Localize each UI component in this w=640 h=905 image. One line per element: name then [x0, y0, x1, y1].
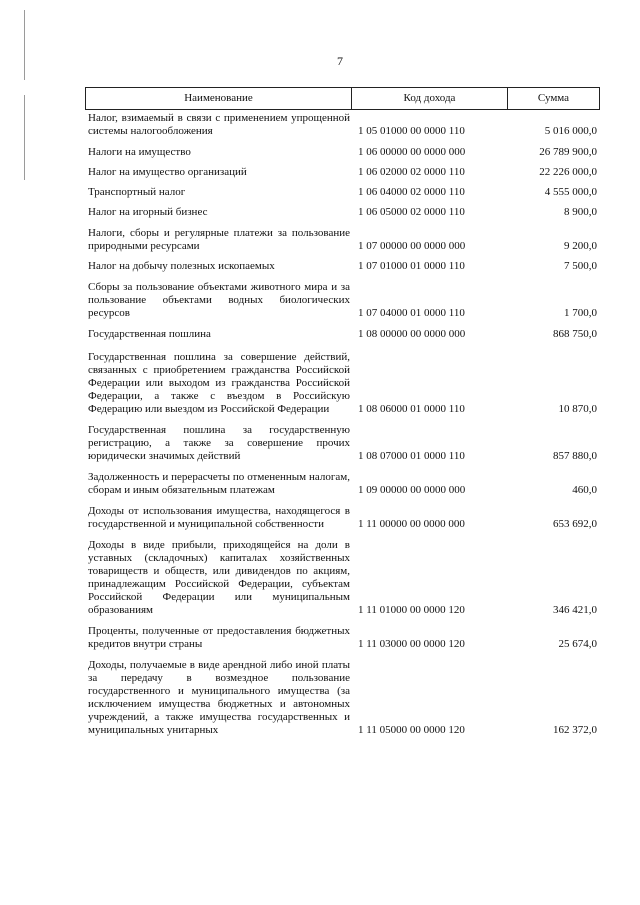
table-row — [85, 625, 600, 651]
row-code: 1 07 00000 00 0000 000 — [358, 240, 466, 252]
row-sum: 346 421,0 — [553, 604, 597, 616]
row-code: 1 05 01000 00 0000 110 — [358, 125, 465, 137]
table-row — [85, 424, 600, 463]
row-sum: 4 555 000,0 — [544, 186, 597, 198]
row-code: 1 07 04000 01 0000 110 — [358, 307, 465, 319]
row-name: Налоги, сборы и регулярные платежи за пользование природными ресурсами — [88, 227, 350, 252]
row-name: Сборы за пользование объектами животного мира и за пользование объектами водных биологических ресурсов — [88, 281, 350, 319]
row-sum: 9 200,0 — [564, 240, 597, 252]
row-sum: 25 674,0 — [558, 638, 597, 650]
revenue-table — [85, 87, 600, 737]
table-row — [85, 539, 600, 617]
row-sum: 7 500,0 — [564, 260, 597, 272]
row-code: 1 06 05000 02 0000 110 — [358, 206, 465, 218]
row-code: 1 11 03000 00 0000 120 — [358, 638, 465, 650]
row-code: 1 06 00000 00 0000 000 — [358, 146, 466, 158]
table-row — [85, 505, 600, 531]
table-row — [85, 659, 600, 737]
row-name: Проценты, полученные от предоставления бюджетных кредитов внутри страны — [88, 625, 350, 650]
row-sum: 162 372,0 — [553, 724, 597, 736]
table-row — [85, 351, 600, 416]
row-name: Налог, взимаемый в связи с применением упрощенной системы налогообложения — [88, 112, 350, 137]
row-code: 1 06 02000 02 0000 110 — [358, 166, 465, 178]
table-header — [85, 87, 600, 110]
table-row — [85, 227, 600, 253]
row-code: 1 08 06000 01 0000 110 — [358, 403, 465, 415]
row-code: 1 07 01000 01 0000 110 — [358, 260, 465, 272]
row-name: Налог на добычу полезных ископаемых — [88, 260, 275, 272]
row-sum: 653 692,0 — [553, 518, 597, 530]
table-row — [85, 166, 600, 179]
row-code: 1 08 00000 00 0000 000 — [358, 328, 466, 340]
table-row — [85, 281, 600, 320]
header-sum: Сумма — [537, 92, 570, 104]
row-sum: 460,0 — [572, 484, 597, 496]
row-sum: 1 700,0 — [564, 307, 597, 319]
row-code: 1 11 00000 00 0000 000 — [358, 518, 465, 530]
row-code: 1 06 04000 02 0000 110 — [358, 186, 465, 198]
table-row — [85, 206, 600, 219]
row-sum: 8 900,0 — [564, 206, 597, 218]
row-name: Государственная пошлина за совершение действий, связанных с приобретением гражданства Российской Федерации или выходом из гражданства Российской Федерации, а также с въездом в Российскую Федерацию или выездом из Российской Федерации — [88, 351, 350, 415]
row-name: Доходы от использования имущества, находящегося в государственной и муниципальной собственности — [88, 505, 350, 530]
row-name: Налог на имущество организаций — [88, 166, 247, 178]
margin-mark — [24, 95, 25, 180]
row-sum: 22 226 000,0 — [539, 166, 597, 178]
row-code: 1 11 01000 00 0000 120 — [358, 604, 465, 616]
page-number: 7 — [337, 54, 343, 68]
row-sum: 5 016 000,0 — [544, 125, 597, 137]
row-name: Транспортный налог — [88, 186, 186, 198]
header-code: Код дохода — [352, 88, 508, 109]
row-sum: 868 750,0 — [553, 328, 597, 340]
row-code: 1 08 07000 01 0000 110 — [358, 450, 465, 462]
row-name: Государственная пошлина за государственную регистрацию, а также за совершение прочих юридически значимых действий — [88, 424, 350, 462]
table-row — [85, 186, 600, 199]
row-name: Задолженность и перерасчеты по отмененным налогам, сборам и иным обязательным платежам — [88, 471, 350, 496]
row-name: Налог на игорный бизнес — [88, 206, 208, 218]
row-name: Доходы в виде прибыли, приходящейся на доли в уставных (складочных) капиталах хозяйственных товариществ и обществ, или дивидендов по акциям, принадлежащим Российской Федерации, субъектам Российской Федерации или муниципальным образованиям — [88, 539, 350, 616]
table-row — [85, 146, 600, 159]
row-sum: 857 880,0 — [553, 450, 597, 462]
row-sum: 10 870,0 — [558, 403, 597, 415]
table-row — [85, 112, 600, 138]
row-code: 1 11 05000 00 0000 120 — [358, 724, 465, 736]
row-sum: 26 789 900,0 — [539, 146, 597, 158]
row-name: Государственная пошлина — [88, 328, 211, 340]
header-name: Наименование — [86, 88, 352, 109]
table-row — [85, 260, 600, 273]
margin-mark — [24, 10, 25, 80]
table-row — [85, 471, 600, 497]
row-name: Налоги на имущество — [88, 146, 191, 158]
row-name: Доходы, получаемые в виде арендной либо иной платы за передачу в возмездное пользование государственного и муниципального имущества (за исключением имущества бюджетных и автономных учреждений, а также имущества государственных и муниципальных унитарных — [88, 659, 350, 736]
table-row — [85, 328, 600, 341]
row-code: 1 09 00000 00 0000 000 — [358, 484, 466, 496]
